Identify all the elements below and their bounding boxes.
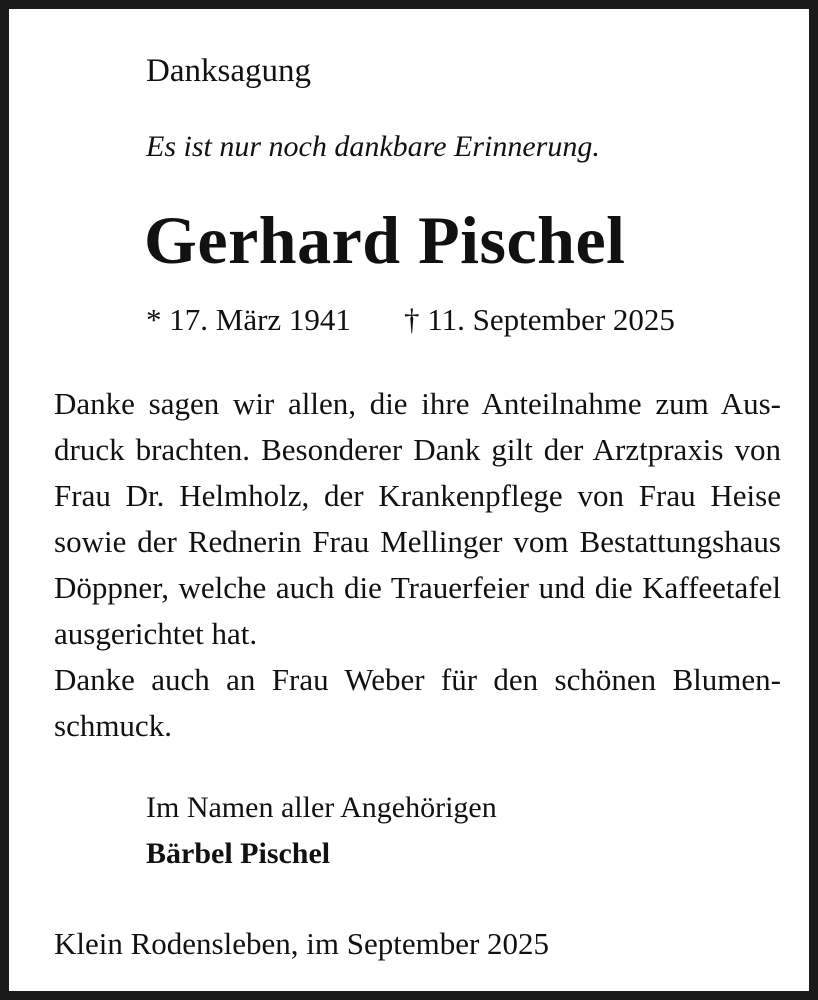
notice-heading: Danksagung <box>146 53 311 89</box>
body-line: Döppner, welche auch die Trauerfeier und die Kaffeetafel <box>54 570 781 605</box>
signer-name: Bärbel Pischel <box>146 837 331 870</box>
deceased-name: Gerhard Pischel <box>144 202 626 278</box>
body-line: Danke auch an Frau Weber für den schönen Blumen- <box>54 662 781 697</box>
body-line: sowie der Rednerin Frau Mellinger vom Bestattungshaus <box>54 524 781 559</box>
body-line: ausgerichtet hat. <box>54 616 258 651</box>
birth-date: * 17. März 1941 <box>146 302 351 337</box>
thanks-paragraph <box>54 381 781 749</box>
closing-line: Im Namen aller Angehörigen <box>146 791 497 824</box>
memorial-quote: Es ist nur noch dankbare Erinnerung. <box>146 130 600 163</box>
place-date: Klein Rodensleben, im September 2025 <box>54 926 550 961</box>
body-line: druck brachten. Besonderer Dank gilt der Arztpraxis von <box>54 432 781 467</box>
body-line: schmuck. <box>54 708 172 743</box>
death-date: † 11. September 2025 <box>404 302 675 337</box>
body-line: Frau Dr. Helmholz, der Krankenpflege von Frau Heise <box>54 478 781 513</box>
body-line: Danke sagen wir allen, die ihre Anteilnahme zum Aus- <box>54 386 781 421</box>
